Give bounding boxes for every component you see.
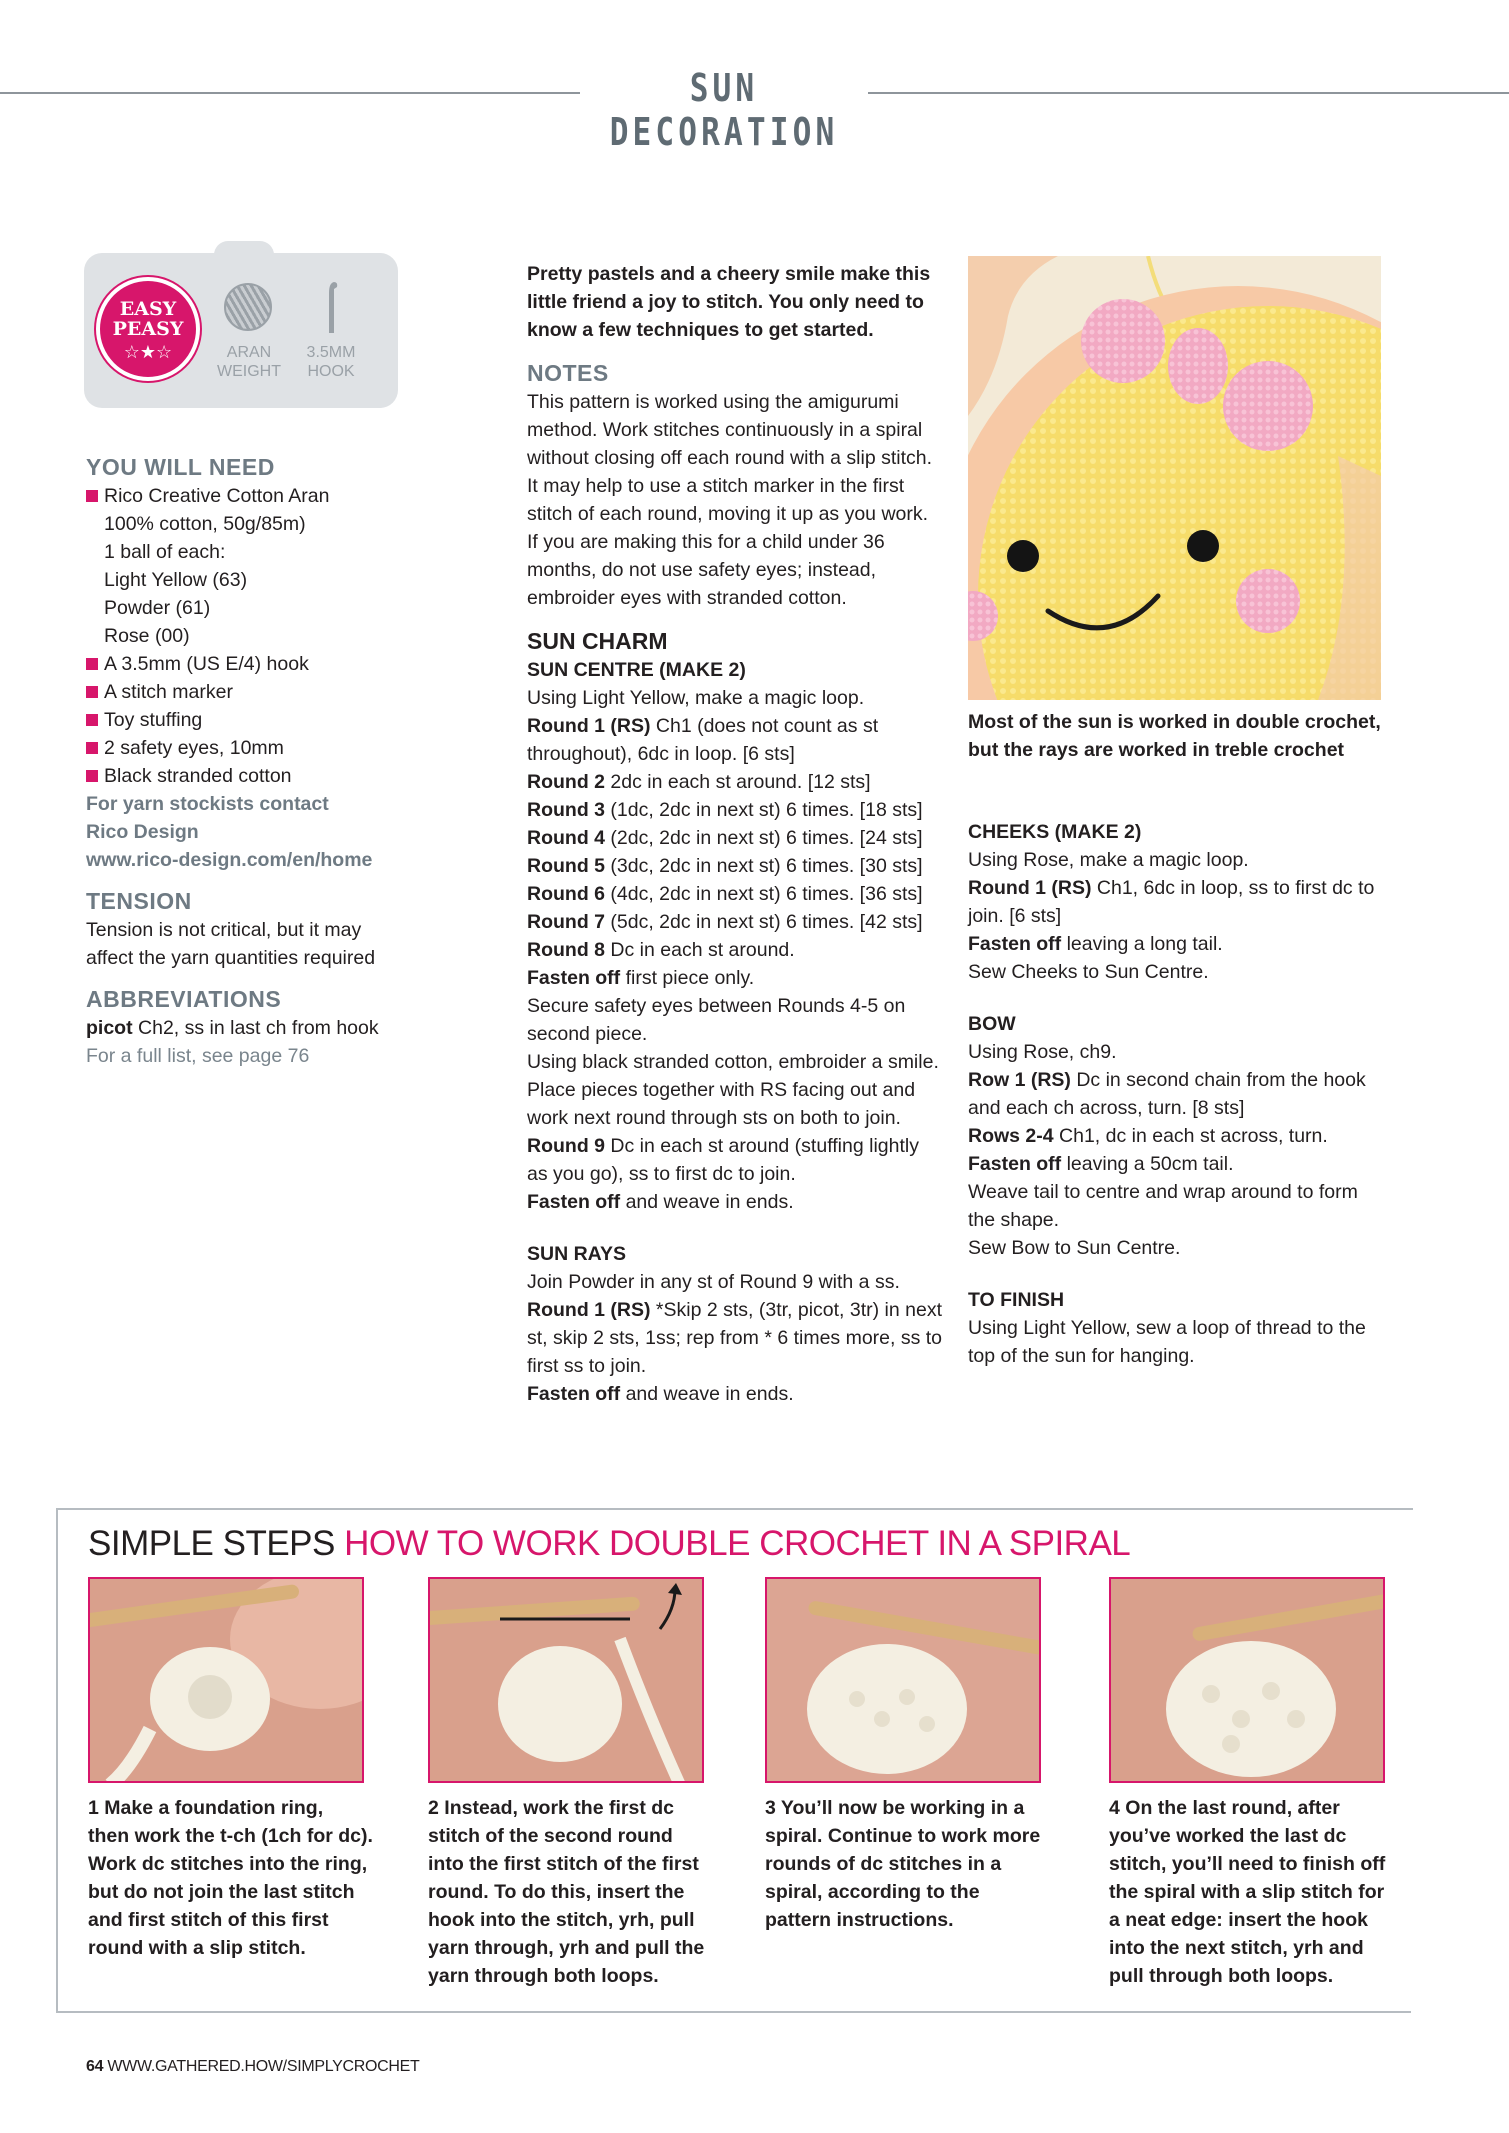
notes-body [527, 388, 947, 612]
instruction-label: Fasten off [527, 1383, 621, 1405]
instruction-line [527, 796, 947, 824]
instruction-line [527, 1132, 947, 1160]
step-3-text [765, 1794, 1050, 1934]
step-text: You’ll now be working in a [775, 1797, 1025, 1819]
step-line: into the first stitch of the first [428, 1853, 699, 1875]
list-item-text: Rico Creative Cotton Aran [104, 485, 330, 507]
instruction-line [527, 852, 947, 880]
step-text: Instead, work the first dc [438, 1797, 674, 1819]
list-item-text: 1 ball of each: [104, 541, 226, 563]
header-rule-left [0, 92, 580, 94]
sun-centre-subheading: SUN CENTRE (MAKE 2) [527, 659, 746, 681]
cheeks-instructions [968, 846, 1388, 986]
instruction-line [527, 1188, 947, 1216]
list-item-text: Light Yellow (63) [104, 569, 248, 591]
step-line: rounds of dc stitches in a [765, 1853, 1002, 1875]
footer-url[interactable]: WWW.GATHERED.HOW/SIMPLYCROCHET [103, 2058, 420, 2075]
step-line: spiral, according to the [765, 1881, 980, 1903]
abbreviation-term: picot [86, 1017, 133, 1039]
instruction-line [527, 1324, 947, 1352]
instruction-text: Dc in each st around (stuffing lightly [605, 1135, 919, 1157]
header-rule-right [868, 92, 1509, 94]
instruction-label: Round 9 [527, 1135, 605, 1157]
step-number: 4 [1109, 1797, 1120, 1819]
intro-text: Pretty pastels and a cheery smile make this [527, 263, 931, 285]
bullet-icon [86, 770, 98, 782]
list-item-text: 100% cotton, 50g/85m) [104, 513, 306, 535]
pattern-column [527, 260, 947, 1408]
instruction-line [527, 1020, 947, 1048]
list-item-text: Toy stuffing [104, 709, 203, 731]
instruction-label: Row 1 (RS) [968, 1069, 1071, 1091]
sun-illustration [968, 256, 1381, 700]
step-line: hook into the stitch, yrh, pull [428, 1909, 695, 1931]
instruction-line [968, 1206, 1388, 1234]
hook-size-label [296, 343, 366, 381]
instruction-line: without closing off each round with a slip stitch. [527, 447, 933, 469]
hook-size-line-1: 3.5MM [306, 344, 356, 361]
page-footer [86, 2058, 420, 2076]
step-line: stitch of the second round [428, 1825, 673, 1847]
instruction-line: This pattern is worked using the amigurumi [527, 391, 899, 413]
instruction-line [968, 1094, 1388, 1122]
instruction-line [968, 958, 1388, 986]
instruction-label: Round 5 [527, 855, 605, 877]
step-2-photo [428, 1577, 704, 1783]
to-finish-heading: TO FINISH [968, 1289, 1065, 1311]
step-line: pattern instructions. [765, 1909, 954, 1931]
step-line: spiral. Continue to work more [765, 1825, 1041, 1847]
instruction-line [527, 880, 947, 908]
sun-rays-heading: SUN RAYS [527, 1243, 626, 1265]
list-item [86, 762, 406, 790]
bullet-icon [86, 658, 98, 670]
instruction-text: (4dc, 2dc in next st) 6 times. [36 sts] [605, 883, 923, 905]
instruction-line [968, 1178, 1388, 1206]
instruction-text: 2dc in each st around. [12 sts] [605, 771, 871, 793]
instruction-text: throughout), 6dc in loop. [6 sts] [527, 743, 795, 765]
instruction-line [968, 930, 1388, 958]
instruction-line [968, 1234, 1388, 1262]
bullet-icon [86, 686, 98, 698]
instruction-text: Using black stranded cotton, embroider a smile. [527, 1051, 939, 1073]
instruction-text: Dc in each st around. [605, 939, 795, 961]
instruction-label: Fasten off [527, 1191, 621, 1213]
step-line: yarn through, yrh and pull the [428, 1937, 705, 1959]
instruction-line [968, 874, 1388, 902]
instruction-text: Secure safety eyes between Rounds 4-5 on [527, 995, 906, 1017]
instruction-line [527, 964, 947, 992]
step-3-photo [765, 1577, 1041, 1783]
step-text: On the last round, after [1119, 1797, 1340, 1819]
abbreviation-entry [86, 1014, 406, 1042]
instruction-text: Ch1, dc in each st across, turn. [1053, 1125, 1328, 1147]
instruction-line [968, 1038, 1388, 1066]
instruction-line [527, 908, 947, 936]
instruction-line: months, do not use safety eyes; instead, [527, 559, 877, 581]
instruction-text: Weave tail to centre and wrap around to form [968, 1181, 1358, 1203]
step-line: yarn through both loops. [428, 1965, 659, 1987]
instruction-text: Ch1, 6dc in loop, ss to first dc to [1091, 877, 1375, 899]
seal-line-1: EASY [119, 298, 177, 320]
tension-text: Tension is not critical, but it may [86, 919, 362, 941]
list-item [86, 650, 406, 678]
panel-top-rule [56, 1508, 1413, 1510]
yarn-weight-line-1: ARAN [226, 344, 272, 361]
instruction-label: Round 1 (RS) [968, 877, 1092, 899]
step-line: then work the t-ch (1ch for dc). [88, 1825, 373, 1847]
instruction-label: Round 3 [527, 799, 605, 821]
abbreviation-definition: Ch2, ss in last ch from hook [132, 1017, 379, 1039]
step-line: a neat edge: insert the hook [1109, 1909, 1368, 1931]
instruction-label: Round 1 (RS) [527, 715, 651, 737]
list-item-text: A 3.5mm (US E/4) hook [104, 653, 309, 675]
bullet-icon [86, 742, 98, 754]
instruction-text: join. [6 sts] [968, 905, 1062, 927]
cheeks-heading: CHEEKS (MAKE 2) [968, 821, 1142, 843]
instruction-line [527, 768, 947, 796]
step-line [428, 1794, 713, 1822]
intro-text: little friend a joy to stitch. You only need to [527, 291, 924, 313]
instruction-text: (1dc, 2dc in next st) 6 times. [18 sts] [605, 799, 923, 821]
step-4-text [1109, 1794, 1394, 1990]
instruction-line [968, 1066, 1388, 1094]
instruction-label: Round 1 (RS) [527, 1299, 651, 1321]
step-line: into the next stitch, yrh and [1109, 1937, 1364, 1959]
instruction-text: leaving a 50cm tail. [1061, 1153, 1234, 1175]
instruction-text: Dc in second chain from the hook [1070, 1069, 1366, 1091]
step-text: Make a foundation ring, [98, 1797, 324, 1819]
instruction-line [527, 1160, 947, 1188]
hook-size-line-2: HOOK [307, 363, 355, 380]
instruction-line [527, 1104, 947, 1132]
instruction-text: first ss to join. [527, 1355, 647, 1377]
star-rating: ☆★☆ [123, 342, 173, 362]
step-line [765, 1794, 1050, 1822]
instruction-text: and weave in ends. [620, 1383, 794, 1405]
step-number: 1 [88, 1797, 99, 1819]
instruction-text: Ch1 (does not count as st [650, 715, 879, 737]
step-photo-illustration [430, 1579, 704, 1783]
instruction-line [527, 1268, 947, 1296]
list-item-text: Powder (61) [104, 597, 211, 619]
instruction-label: Fasten off [968, 933, 1062, 955]
steps-label: SIMPLE STEPS [88, 1524, 335, 1563]
yarn-ball-icon [224, 283, 272, 331]
step-number: 2 [428, 1797, 439, 1819]
instruction-text: as you go), ss to first dc to join. [527, 1163, 796, 1185]
bow-heading: BOW [968, 1013, 1016, 1035]
instruction-line [527, 1296, 947, 1324]
instruction-line [527, 740, 947, 768]
page-number: 64 [86, 2058, 104, 2075]
instruction-line [527, 1380, 947, 1408]
list-item-text: A stitch marker [104, 681, 233, 703]
step-line: pull through both loops. [1109, 1965, 1334, 1987]
instruction-text: Using Rose, ch9. [968, 1041, 1117, 1063]
instruction-text: and each ch across, turn. [8 sts] [968, 1097, 1245, 1119]
crochet-hook-icon [320, 279, 344, 335]
step-line: and first stitch of this first [88, 1909, 329, 1931]
instruction-text: st, skip 2 sts, 1ss; rep from * 6 times more, ss to [527, 1327, 943, 1349]
step-1-photo [88, 1577, 364, 1783]
bow-instructions [968, 1038, 1388, 1262]
instruction-text: the shape. [968, 1209, 1060, 1231]
instruction-line [527, 992, 947, 1020]
step-line [1109, 1794, 1394, 1822]
stockist-text: For yarn stockists contact [86, 793, 329, 815]
instruction-label: Rows 2-4 [968, 1125, 1054, 1147]
instruction-text: Sew Cheeks to Sun Centre. [968, 961, 1209, 983]
instruction-line [968, 902, 1388, 930]
instruction-line [527, 1076, 947, 1104]
instruction-text: first piece only. [620, 967, 755, 989]
instruction-text: Using Light Yellow, make a magic loop. [527, 687, 865, 709]
intro-text: know a few techniques to get started. [527, 319, 874, 341]
step-number: 3 [765, 1797, 776, 1819]
instruction-label: Fasten off [527, 967, 621, 989]
instruction-text: work next round through sts on both to join. [527, 1107, 901, 1129]
easy-peasy-seal [96, 277, 200, 381]
instruction-label: Round 8 [527, 939, 605, 961]
instruction-line: stitch of each round, moving it up as you work. [527, 503, 929, 525]
stockist-link[interactable]: www.rico-design.com/en/home [86, 849, 373, 871]
caption-line: but the rays are worked in treble crochet [968, 739, 1345, 761]
instruction-line: method. Work stitches continuously in a spiral [527, 419, 923, 441]
list-item [86, 734, 406, 762]
tension-text: affect the yarn quantities required [86, 947, 376, 969]
tension-heading: TENSION [86, 888, 192, 914]
seal-line-2: PEASY [112, 318, 184, 340]
materials-column [86, 452, 406, 1070]
instruction-line [968, 1122, 1388, 1150]
instruction-line [968, 1150, 1388, 1178]
step-photo-illustration [767, 1579, 1041, 1783]
finishing-column [968, 818, 1388, 1370]
sun-rays-instructions [527, 1268, 947, 1408]
instruction-line [527, 824, 947, 852]
instruction-label: Round 7 [527, 911, 605, 933]
list-item [86, 678, 406, 706]
bullet-icon [86, 490, 98, 502]
to-finish-text: Using Light Yellow, sew a loop of thread to the [968, 1317, 1366, 1339]
step-2-text [428, 1794, 713, 1990]
instruction-text: Sew Bow to Sun Centre. [968, 1237, 1181, 1259]
list-item-text: Black stranded cotton [104, 765, 292, 787]
instruction-text: *Skip 2 sts, (3tr, picot, 3tr) in next [650, 1299, 943, 1321]
step-line: round. To do this, insert the [428, 1881, 685, 1903]
step-line: Work dc stitches into the ring, [88, 1853, 368, 1875]
sun-centre-instructions [527, 684, 947, 1216]
step-line: the spiral with a slip stitch for [1109, 1881, 1385, 1903]
simple-steps-title [88, 1522, 1130, 1566]
stockist-name: Rico Design [86, 821, 199, 843]
instruction-label: Fasten off [968, 1153, 1062, 1175]
instruction-line [527, 1352, 947, 1380]
to-finish-text: top of the sun for hanging. [968, 1345, 1195, 1367]
list-item-text: Rose (00) [104, 625, 190, 647]
difficulty-badge [84, 253, 398, 408]
you-will-need-heading: YOU WILL NEED [86, 454, 275, 480]
instruction-label: Round 6 [527, 883, 605, 905]
step-line [88, 1794, 373, 1822]
step-photo-illustration [1111, 1579, 1385, 1783]
instruction-line [527, 1048, 947, 1076]
instruction-text: (3dc, 2dc in next st) 6 times. [30 sts] [605, 855, 923, 877]
sun-decoration-photo [968, 256, 1381, 700]
instruction-line: It may help to use a stitch marker in the first [527, 475, 905, 497]
caption-line: Most of the sun is worked in double crochet, [968, 711, 1381, 733]
instruction-label: Round 2 [527, 771, 605, 793]
yarn-weight-line-2: WEIGHT [217, 363, 281, 380]
instruction-line [527, 684, 947, 712]
badge-tab [214, 241, 274, 261]
instruction-line [527, 936, 947, 964]
steps-topic: HOW TO WORK DOUBLE CROCHET IN A SPIRAL [344, 1524, 1131, 1563]
list-item-text: 2 safety eyes, 10mm [104, 737, 284, 759]
instruction-line [527, 712, 947, 740]
instruction-line: embroider eyes with stranded cotton. [527, 587, 847, 609]
step-line: but do not join the last stitch [88, 1881, 355, 1903]
instruction-text: second piece. [527, 1023, 648, 1045]
sun-charm-heading: SUN CHARM [527, 628, 668, 654]
instruction-text: (2dc, 2dc in next st) 6 times. [24 sts] [605, 827, 923, 849]
instruction-text: and weave in ends. [620, 1191, 794, 1213]
step-line: round with a slip stitch. [88, 1937, 306, 1959]
photo-caption [968, 708, 1388, 764]
full-list-reference: For a full list, see page 76 [86, 1045, 310, 1067]
instruction-line [968, 846, 1388, 874]
abbreviations-heading: ABBREVIATIONS [86, 986, 282, 1012]
notes-heading: NOTES [527, 360, 609, 386]
instruction-text: Using Rose, make a magic loop. [968, 849, 1249, 871]
list-item [86, 706, 406, 734]
step-line: stitch, you’ll need to finish off [1109, 1853, 1386, 1875]
instruction-text: leaving a long tail. [1061, 933, 1223, 955]
step-photo-illustration [90, 1579, 364, 1783]
instruction-text: Place pieces together with RS facing out and [527, 1079, 916, 1101]
yarn-weight-label [204, 343, 294, 381]
bullet-icon [86, 714, 98, 726]
step-4-photo [1109, 1577, 1385, 1783]
instruction-text: Join Powder in any st of Round 9 with a ss. [527, 1271, 900, 1293]
page-title: SUN DECORATION [609, 66, 839, 154]
instruction-line: If you are making this for a child under 36 [527, 531, 885, 553]
simple-steps-panel [56, 1508, 1411, 2013]
step-1-text [88, 1794, 373, 1962]
instruction-label: Round 4 [527, 827, 605, 849]
instruction-text: (5dc, 2dc in next st) 6 times. [42 sts] [605, 911, 923, 933]
list-item [86, 482, 406, 510]
step-line: you’ve worked the last dc [1109, 1825, 1347, 1847]
